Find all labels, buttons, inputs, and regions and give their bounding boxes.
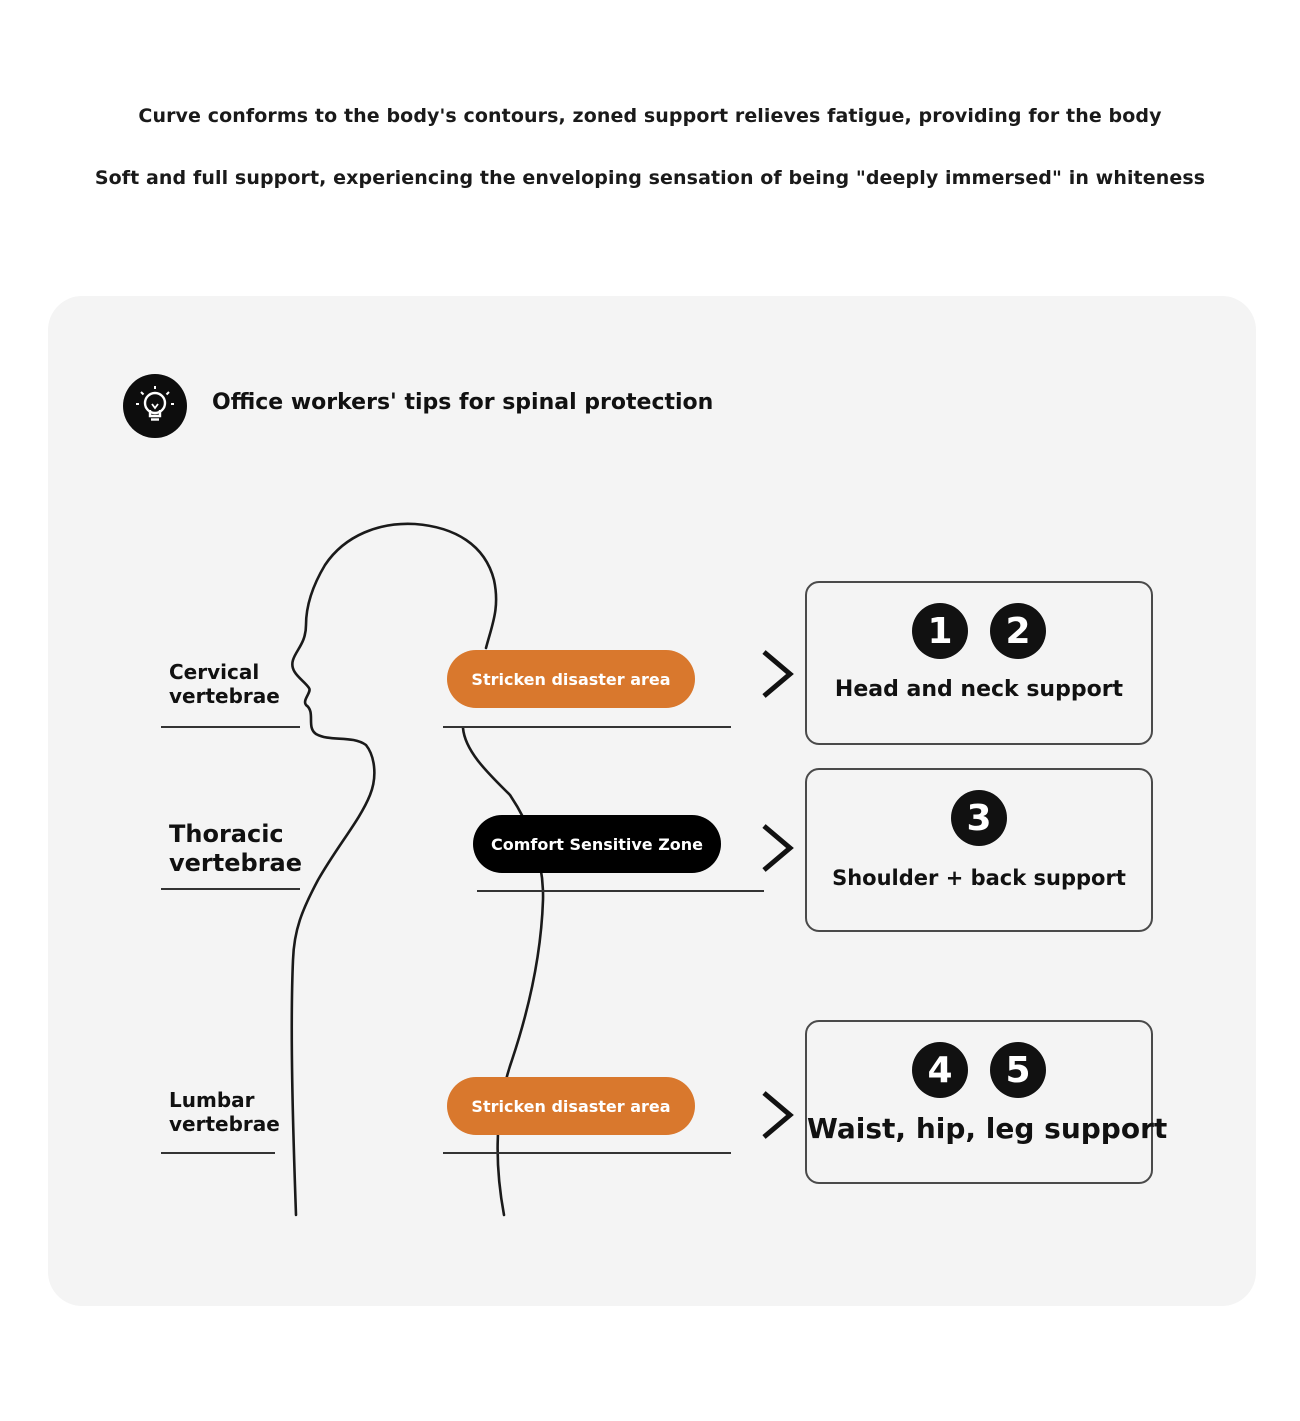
chevron-right-icon bbox=[764, 652, 790, 696]
thoracic-vertebrae-label: Thoracic vertebrae bbox=[169, 820, 302, 877]
support-label: Waist, hip, leg support bbox=[807, 1112, 1168, 1145]
intro-line-1: Curve conforms to the body's contours, zoned support relieves fatigue, providing for the body bbox=[138, 105, 1162, 127]
cervical-vertebrae-label: Cervical vertebrae bbox=[169, 660, 280, 708]
shoulder-back-support-card bbox=[805, 768, 1153, 932]
back-outline bbox=[463, 728, 543, 1215]
number-badge: 5 bbox=[990, 1042, 1046, 1098]
lumbar-vertebrae-label: Lumbar vertebrae bbox=[169, 1088, 280, 1136]
waist-hip-leg-support-card bbox=[805, 1020, 1168, 1184]
number-badge: 3 bbox=[951, 790, 1007, 846]
head-neck-support-card bbox=[805, 581, 1153, 745]
support-label: Shoulder + back support bbox=[832, 866, 1126, 890]
lumbar-zone-pill: Stricken disaster area bbox=[447, 1077, 695, 1135]
chevron-right-icon bbox=[764, 1093, 790, 1137]
number-badge: 2 bbox=[990, 603, 1046, 659]
intro-line-2: Soft and full support, experiencing the enveloping sensation of being "deeply immersed" in whiteness bbox=[94, 167, 1206, 189]
tips-title: Office workers' tips for spinal protection bbox=[212, 390, 714, 415]
thoracic-zone-pill: Comfort Sensitive Zone bbox=[473, 815, 721, 873]
cervical-zone-pill: Stricken disaster area bbox=[447, 650, 695, 708]
support-label: Head and neck support bbox=[834, 677, 1124, 702]
chevron-right-icon bbox=[764, 826, 790, 870]
number-badge: 4 bbox=[912, 1042, 968, 1098]
number-badge: 1 bbox=[912, 603, 968, 659]
